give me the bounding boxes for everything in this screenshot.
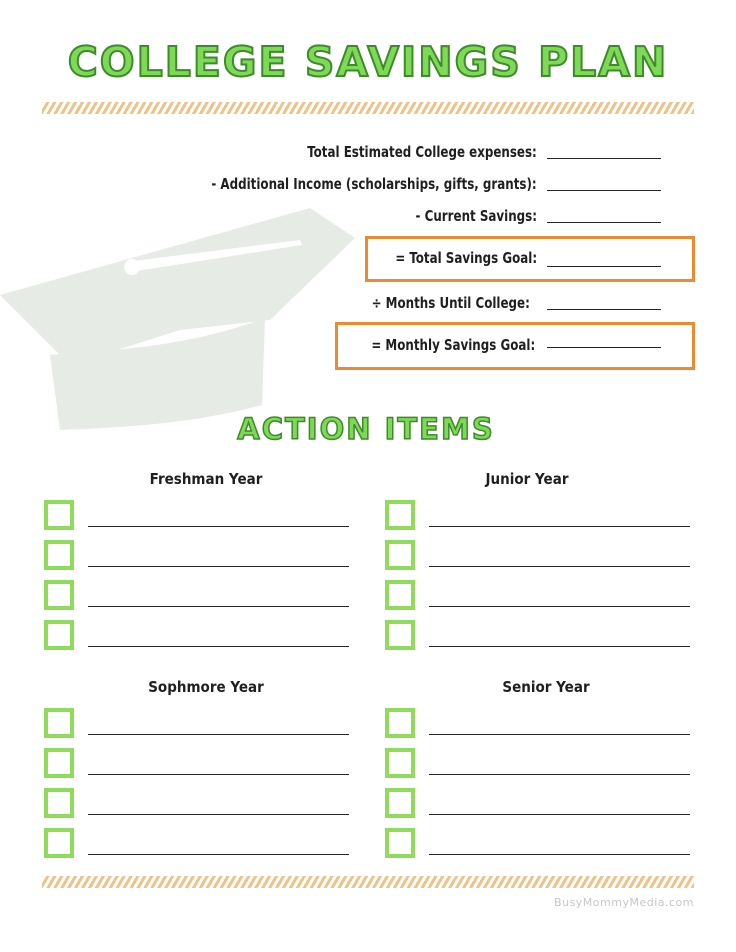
calc-line-months-until-college[interactable]	[547, 309, 661, 310]
year-label-freshman: Freshman Year	[149, 470, 263, 488]
checkbox[interactable]	[44, 788, 74, 818]
action-items-title: ACTION ITEMS	[237, 412, 495, 446]
checkbox[interactable]	[385, 788, 415, 818]
item-line[interactable]	[429, 734, 690, 735]
calc-row-expenses: Total Estimated College expenses:	[307, 143, 537, 161]
calc-line-expenses[interactable]	[547, 158, 661, 159]
item-line[interactable]	[88, 734, 349, 735]
calc-line-total-savings-goal[interactable]	[547, 266, 661, 267]
graduation-cap-icon	[0, 200, 360, 440]
checkbox[interactable]	[44, 828, 74, 858]
footer-credit: BusyMommyMedia.com	[554, 896, 694, 909]
calc-line-monthly-savings-goal[interactable]	[547, 347, 661, 348]
year-label-senior: Senior Year	[502, 678, 590, 696]
calc-row-current-savings: - Current Savings:	[415, 207, 537, 225]
checkbox[interactable]	[385, 500, 415, 530]
checkbox[interactable]	[44, 580, 74, 610]
item-line[interactable]	[88, 646, 349, 647]
item-line[interactable]	[88, 606, 349, 607]
item-line[interactable]	[429, 646, 690, 647]
calc-row-total-savings-goal: = Total Savings Goal:	[395, 249, 537, 267]
checkbox[interactable]	[44, 620, 74, 650]
checkbox[interactable]	[44, 540, 74, 570]
checkbox[interactable]	[44, 708, 74, 738]
item-line[interactable]	[429, 774, 690, 775]
checkbox[interactable]	[44, 748, 74, 778]
item-line[interactable]	[429, 606, 690, 607]
checkbox[interactable]	[385, 580, 415, 610]
item-line[interactable]	[88, 566, 349, 567]
checkbox[interactable]	[385, 748, 415, 778]
calc-line-current-savings[interactable]	[547, 222, 661, 223]
checkbox[interactable]	[385, 828, 415, 858]
item-line[interactable]	[88, 854, 349, 855]
calc-row-months-until-college: ÷ Months Until College:	[371, 294, 530, 312]
item-line[interactable]	[88, 526, 349, 527]
checkbox[interactable]	[385, 540, 415, 570]
stripe-divider-bottom	[42, 876, 694, 888]
item-line[interactable]	[88, 774, 349, 775]
checkbox[interactable]	[44, 500, 74, 530]
item-line[interactable]	[429, 814, 690, 815]
calc-line-additional-income[interactable]	[547, 190, 661, 191]
calc-row-monthly-savings-goal: = Monthly Savings Goal:	[371, 336, 535, 354]
checkbox[interactable]	[385, 620, 415, 650]
year-label-sophmore: Sophmore Year	[148, 678, 264, 696]
item-line[interactable]	[429, 526, 690, 527]
item-line[interactable]	[88, 814, 349, 815]
year-label-junior: Junior Year	[485, 470, 569, 488]
stripe-divider-top	[42, 102, 694, 114]
checkbox[interactable]	[385, 708, 415, 738]
calc-row-additional-income: - Additional Income (scholarships, gifts, grants):	[211, 175, 537, 193]
page-title: COLLEGE SAVINGS PLAN	[67, 38, 669, 86]
item-line[interactable]	[429, 854, 690, 855]
item-line[interactable]	[429, 566, 690, 567]
